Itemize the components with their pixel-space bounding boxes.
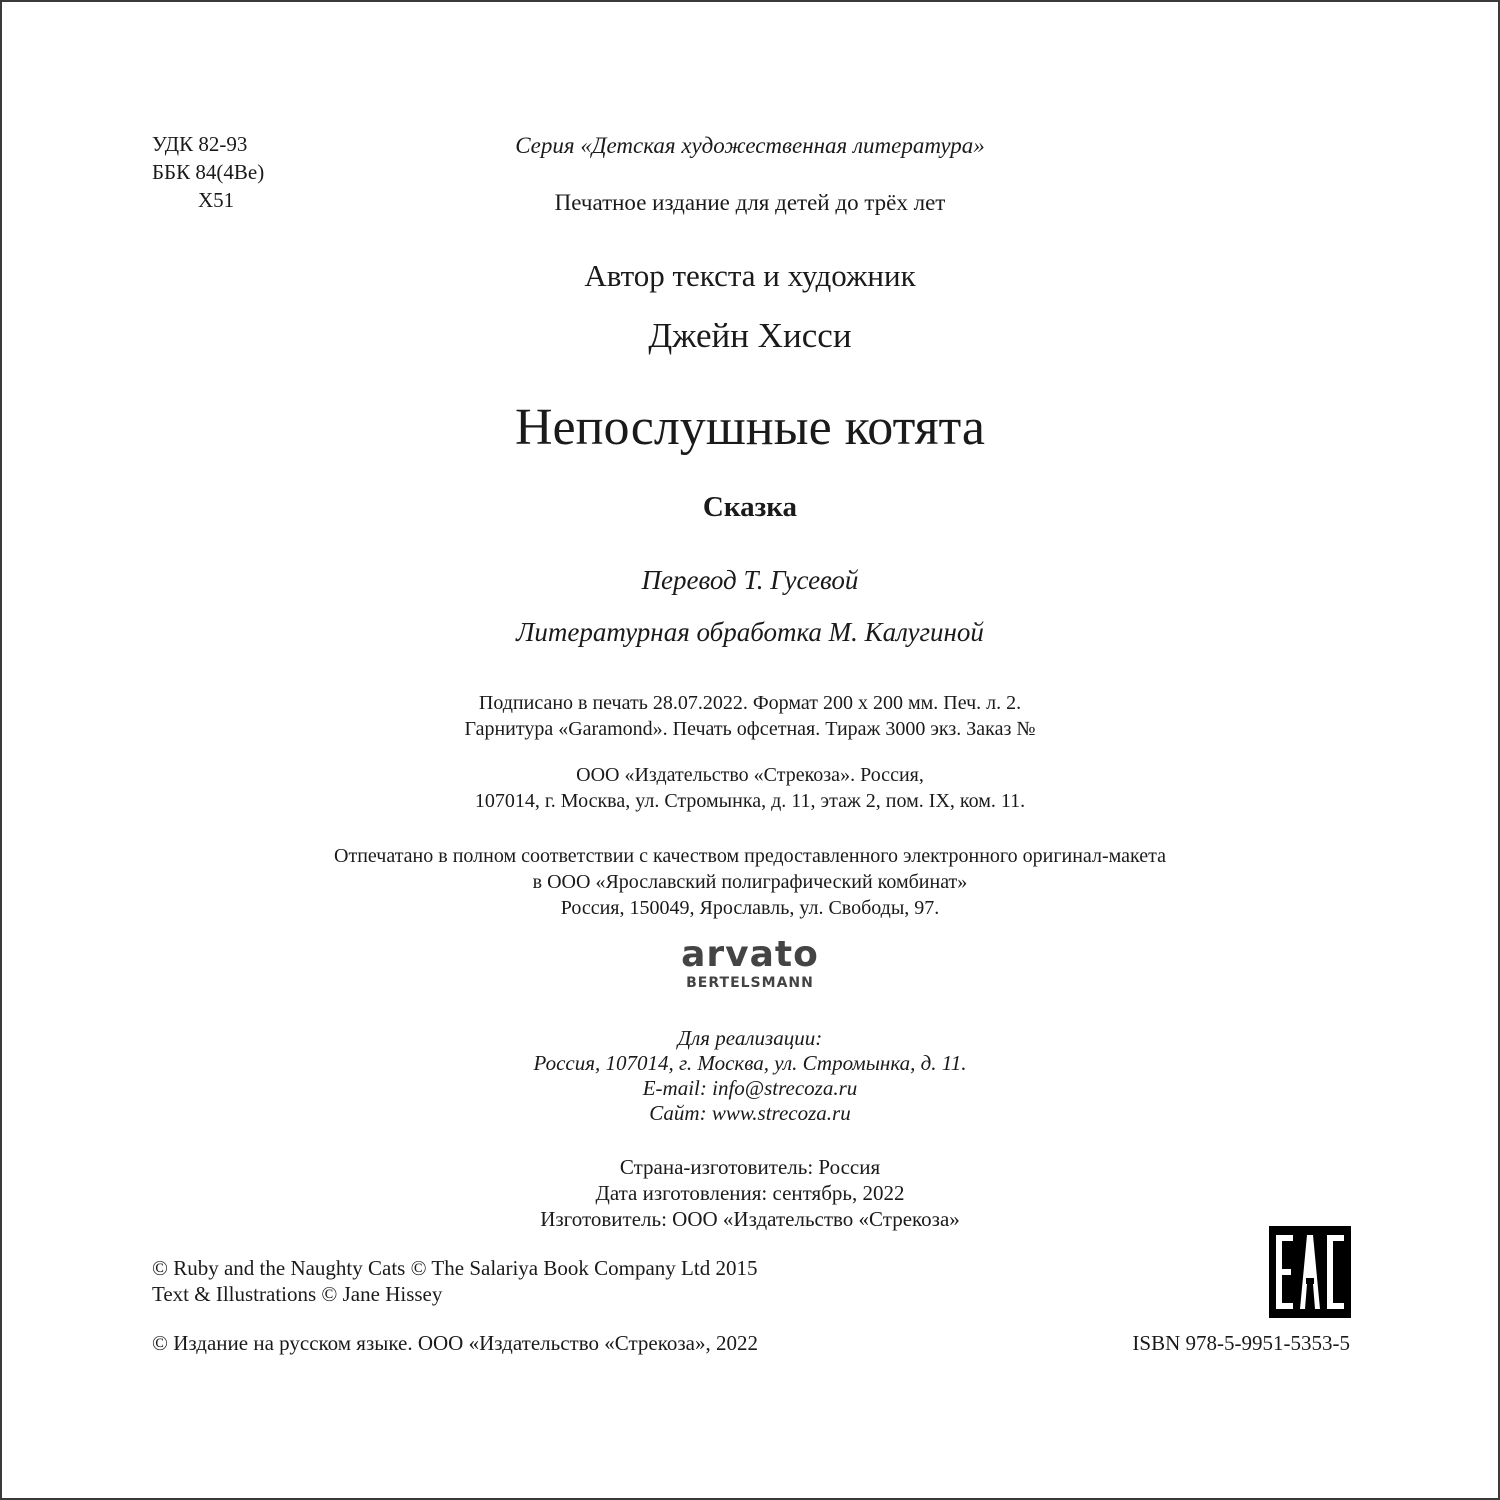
author-sign-code: Х51 [198,188,235,212]
publication-info-line: Подписано в печать 28.07.2022. Формат 200 х 200 мм. Печ. л. 2. [478,692,1022,714]
printer-line: в ООО «Ярославский полиграфический комбинат» [532,871,968,893]
series-line: Серия «Детская художественная литература» [515,133,985,158]
bbk-code: ББК 84(4Ве) [152,160,265,184]
publisher-line: ООО «Издательство «Стрекоза». Россия, [576,764,924,786]
eac-mark-icon [1269,1226,1351,1318]
translator-credit: Перевод Т. Гусевой [641,565,859,595]
publication-info-line: Гарнитура «Garamond». Печать офсетная. Тираж 3000 экз. Заказ № [464,718,1036,740]
book-title: Непослушные котята [514,399,985,456]
arvato-logo [681,936,819,991]
author-label: Автор текста и художник [584,258,916,293]
author-name: Джейн Хисси [648,316,852,355]
manufacture-line: Страна-изготовитель: Россия [619,1155,881,1179]
sales-line: Россия, 107014, г. Москва, ул. Стромынка, д. 11. [533,1051,967,1075]
logo-name: arvato [681,934,819,975]
isbn: ISBN 978-5-9951-5353-5 [1132,1331,1350,1355]
copyright-line: © Ruby and the Naughty Cats © The Salariya Book Company Ltd 2015 [152,1256,758,1280]
printer-info [2,843,1498,921]
age-note: Печатное издание для детей до трёх лет [554,190,946,215]
printer-line: Россия, 150049, Ярославль, ул. Свободы, 97. [560,897,940,919]
copyright-line: Text & Illustrations © Jane Hissey [152,1282,443,1306]
publication-info [2,690,1498,742]
russian-edition-copyright: © Издание на русском языке. ООО «Издательство «Стрекоза», 2022 [152,1331,758,1355]
manufacture-line: Дата изготовления: сентябрь, 2022 [595,1181,905,1205]
sales-website: Сайт: www.strecoza.ru [649,1101,851,1125]
publisher-info [2,762,1498,814]
editor-credit: Литературная обработка М. Калугиной [516,617,984,647]
manufacture-info [2,1154,1498,1232]
sales-email: E-mail: info@strecoza.ru [642,1076,858,1100]
udk-code: УДК 82-93 [152,132,248,156]
copyright-block [152,1255,757,1307]
sales-line: Для реализации: [677,1026,823,1050]
manufacture-line: Изготовитель: ООО «Издательство «Стрекоза» [540,1207,960,1231]
publisher-line: 107014, г. Москва, ул. Стромынка, д. 11, этаж 2, пом. IX, ком. 11. [474,790,1026,812]
genre: Сказка [702,491,798,523]
printer-line: Отпечатано в полном соответствии с качеством предоставленного электронного оригинал-макета [334,845,1166,867]
sales-info [2,1026,1498,1126]
printer-logo-row [2,936,1498,991]
logo-subtitle: BERTELSMANN [686,975,814,991]
